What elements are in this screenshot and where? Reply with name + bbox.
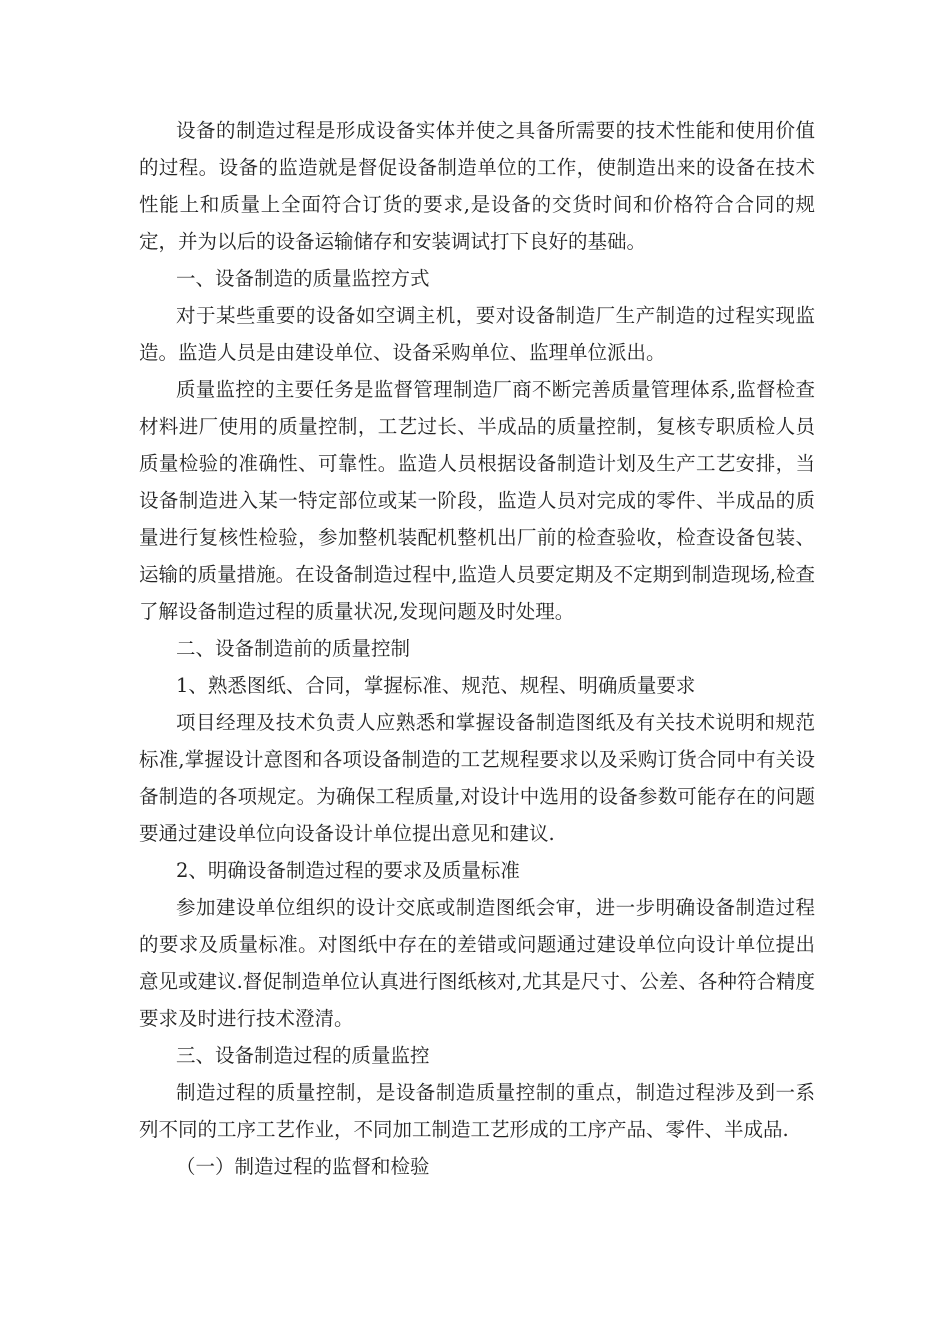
subsection-heading-1: 1、熟悉图纸、合同，掌握标准、规范、规程、明确质量要求 [176, 674, 696, 697]
body-paragraph: 对于某些重要的设备如空调主机，要对设备制造厂生产制造的过程实现监造。监造人员是由建设单位、设备采购单位、监理单位派出。 [139, 304, 815, 364]
intro-paragraph: 设备的制造过程是形成设备实体并使之具备所需要的技术性能和使用价值的过程。设备的监造就是督促设备制造单位的工作，使制造出来的设备在技术性能上和质量上全面符合订货的要求,是设备的交货时间和价格符合合同的规定，并为以后的设备运输储存和安装调试打下良好的基础。 [139, 119, 815, 253]
subsection-heading-3: （一）制造过程的监督和检验 [176, 1155, 430, 1178]
body-paragraph: 制造过程的质量控制，是设备制造质量控制的重点，制造过程涉及到一系列不同的工序工艺作业，不同加工制造工艺形成的工序产品、零件、半成品. [139, 1081, 815, 1141]
section-heading-3: 三、设备制造过程的质量监控 [176, 1044, 430, 1067]
section-heading-1: 一、设备制造的质量监控方式 [176, 267, 430, 290]
document-body [139, 112, 815, 1185]
subsection-heading-2: 2、明确设备制造过程的要求及质量标准 [176, 859, 520, 882]
body-paragraph: 参加建设单位组织的设计交底或制造图纸会审，进一步明确设备制造过程的要求及质量标准。对图纸中存在的差错或问题通过建设单位向设计单位提出意见或建议.督促制造单位认真进行图纸核对,尤其是尺寸、公差、各种符合精度要求及时进行技术澄清。 [139, 896, 815, 1030]
body-paragraph: 质量监控的主要任务是监督管理制造厂商不断完善质量管理体系,监督检查材料进厂使用的质量控制，工艺过长、半成品的质量控制，复核专职质检人员质量检验的准确性、可靠性。监造人员根据设备制造计划及生产工艺安排，当设备制造进入某一特定部位或某一阶段，监造人员对完成的零件、半成品的质量进行复核性检验，参加整机装配机整机出厂前的检查验收，检查设备包装、运输的质量措施。在设备制造过程中,监造人员要定期及不定期到制造现场,检查了解设备制造过程的质量状况,发现问题及时处理。 [139, 378, 815, 623]
section-heading-2: 二、设备制造前的质量控制 [176, 637, 411, 660]
body-paragraph: 项目经理及技术负责人应熟悉和掌握设备制造图纸及有关技术说明和规范标准,掌握设计意图和各项设备制造的工艺规程要求以及采购订货合同中有关设备制造的各项规定。为确保工程质量,对设计中选用的设备参数可能存在的问题要通过建设单位向设备设计单位提出意见和建议. [139, 711, 815, 845]
